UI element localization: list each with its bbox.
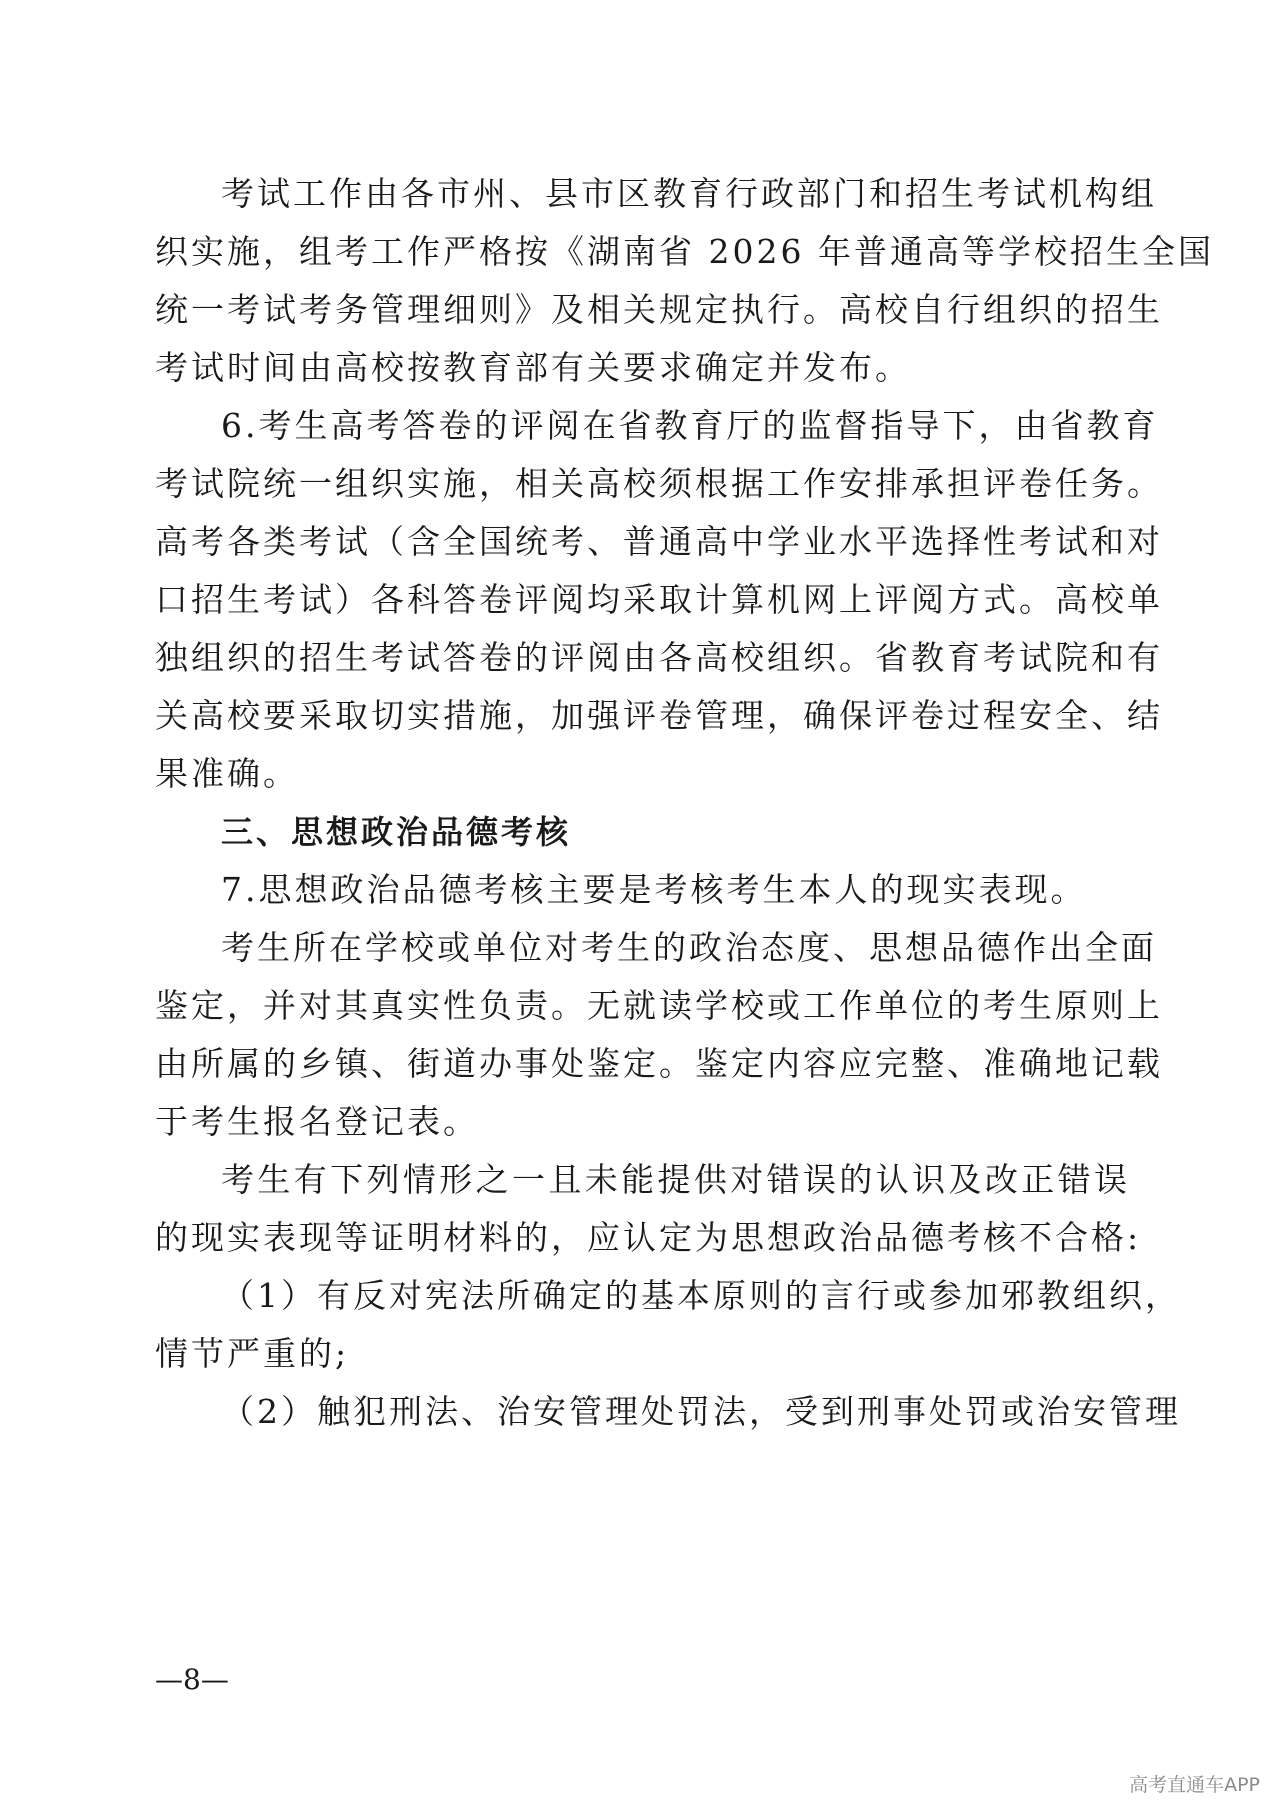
section-heading: 三、思想政治品德考核 (221, 813, 572, 851)
paragraph-line: 织实施，组考工作严格按《湖南省 2026 年普通高等学校招生全国 (155, 232, 1214, 271)
paragraph-line: 考生有下列情形之一且未能提供对错误的认识及改正错误 (221, 1160, 1130, 1199)
paragraph-line: 于考生报名登记表。 (155, 1102, 479, 1141)
paragraph-line: 果准确。 (155, 754, 299, 793)
paragraph-line: 6.考生高考答卷的评阅在省教育厅的监督指导下，由省教育 (221, 406, 1159, 445)
paragraph-line: 的现实表现等证明材料的，应认定为思想政治品德考核不合格: (155, 1218, 1142, 1257)
paragraph-line: （1）有反对宪法所确定的基本原则的言行或参加邪教组织， (221, 1276, 1181, 1315)
paragraph-line: 7.思想政治品德考核主要是考核考生本人的现实表现。 (221, 870, 1087, 909)
paragraph-line: 口招生考试）各科答卷评阅均采取计算机网上评阅方式。高校单 (155, 580, 1163, 619)
paragraph-line: 考试院统一组织实施，相关高校须根据工作安排承担评卷任务。 (155, 464, 1163, 503)
paragraph-line: 高考各类考试（含全国统考、普通高中学业水平选择性考试和对 (155, 522, 1163, 561)
paragraph-line: 考试时间由高校按教育部有关要求确定并发布。 (155, 348, 911, 387)
paragraph-line: 考试工作由各市州、县市区教育行政部门和招生考试机构组 (221, 174, 1157, 213)
paragraph-line: 情节严重的; (155, 1334, 350, 1373)
paragraph-line: 由所属的乡镇、街道办事处鉴定。鉴定内容应完整、准确地记载 (155, 1044, 1163, 1083)
paragraph-line: 独组织的招生考试答卷的评阅由各高校组织。省教育考试院和有 (155, 638, 1163, 677)
paragraph-line: （2）触犯刑法、治安管理处罚法，受到刑事处罚或治安管理 (221, 1392, 1181, 1431)
paragraph-line: 统一考试考务管理细则》及相关规定执行。高校自行组织的招生 (155, 290, 1163, 329)
watermark: 高考直通车APP (1129, 1774, 1260, 1796)
paragraph-line: 考生所在学校或单位对考生的政治态度、思想品德作出全面 (221, 928, 1157, 967)
page-number: —8— (155, 1663, 229, 1696)
paragraph-line: 鉴定，并对其真实性负责。无就读学校或工作单位的考生原则上 (155, 986, 1163, 1025)
paragraph-line: 关高校要采取切实措施，加强评卷管理，确保评卷过程安全、结 (155, 696, 1163, 735)
